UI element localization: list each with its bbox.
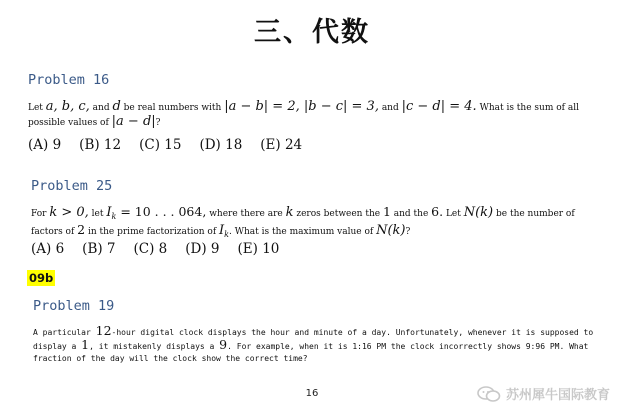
text-run: and the [390,209,432,219]
text-run: ? [405,226,411,237]
choice-a: (A) 9 [28,137,62,153]
text-run: be the number of [493,209,575,219]
math-run: 12 [95,323,112,338]
math-run: N(k) [463,205,494,220]
math-run: 6. [431,204,444,219]
problem-16-heading: Problem 16 [28,72,110,88]
highlighted-tag: 09b [29,271,54,285]
problem-25-heading: Problem 25 [31,178,113,194]
choice-b: (B) 12 [79,137,122,153]
math-run: d [112,99,121,114]
problem-25-statement [31,205,606,241]
choice-e: (E) 24 [260,137,303,153]
watermark-text: 苏州犀牛国际教育 [505,388,610,403]
text-run: -hour digital clock displays the hour and minute of a day. Unfortunately, whenever it is supposed to [111,328,594,337]
problem-16-statement [28,100,588,130]
text-run: and [378,103,402,113]
math-run: |a − b| = 2, |b − c| = 3, [224,99,379,114]
choice-c: (C) 15 [139,137,182,153]
text-run: zeros between the [293,209,383,219]
choice-d: (D) 9 [185,241,220,257]
page-title: 三、代数 [254,17,370,48]
problem-25-line-2 [31,223,606,241]
choice-d: (D) 18 [199,137,243,153]
math-subscript: k [224,229,230,239]
problem-16-line-1 [28,100,588,115]
text-run: possible values of [28,118,112,128]
text-run: where there are [206,209,286,219]
text-run: Let [443,209,464,219]
text-run: For [31,209,50,219]
problem-19-line-3: fraction of the day will the clock show the correct time? [33,354,308,363]
text-run: display a [33,342,82,351]
page-number: 16 [305,388,319,399]
math-run: 9 [219,337,228,352]
problem-16-choices [28,137,302,153]
math-run: 1 [81,337,90,352]
problem-19-line-1 [33,325,608,339]
math-run: k > 0, [49,205,89,220]
math-run: 2 [77,221,86,237]
wechat-icon [477,386,501,402]
math-run: |c − d| = 4. [401,99,477,114]
math-run: = 10 . . . 064, [116,204,207,219]
math-run: I [219,222,225,238]
math-subscript: k [111,211,117,221]
problem-19-heading: Problem 19 [33,298,115,314]
text-run: factors of [31,226,78,237]
text-run: . For example, when it is 1:16 PM the clock incorrectly shows 9:96 PM. What [227,342,589,351]
math-run: I [106,205,112,220]
text-run: and [89,103,113,113]
text-run: be real numbers with [120,103,225,113]
math-run: 1 [382,204,391,219]
choice-c: (C) 8 [133,241,168,257]
text-run: . What is the maximum value of [229,226,377,237]
text-run: ? [155,118,161,128]
choice-a: (A) 6 [31,241,65,257]
problem-19-statement [33,325,608,365]
watermark [477,384,610,403]
math-run: N(k) [376,222,406,238]
math-run: a, b, c, [45,99,90,114]
text-run: A particular [33,328,96,337]
problem-19-line-2 [33,339,608,353]
text-run: Let [28,103,46,113]
math-run: k [285,205,294,220]
choice-b: (B) 7 [82,241,116,257]
problem-16-line-2 [28,115,588,130]
math-run: |a − d| [111,114,156,129]
choice-e: (E) 10 [237,241,280,257]
text-run: in the prime factorization of [85,226,220,237]
problem-25-line-1 [31,205,606,223]
problem-25-choices [31,241,279,257]
text-run: let [88,209,107,219]
text-run: What is the sum of all [476,103,579,113]
text-run: , it mistakenly displays a [89,342,220,351]
